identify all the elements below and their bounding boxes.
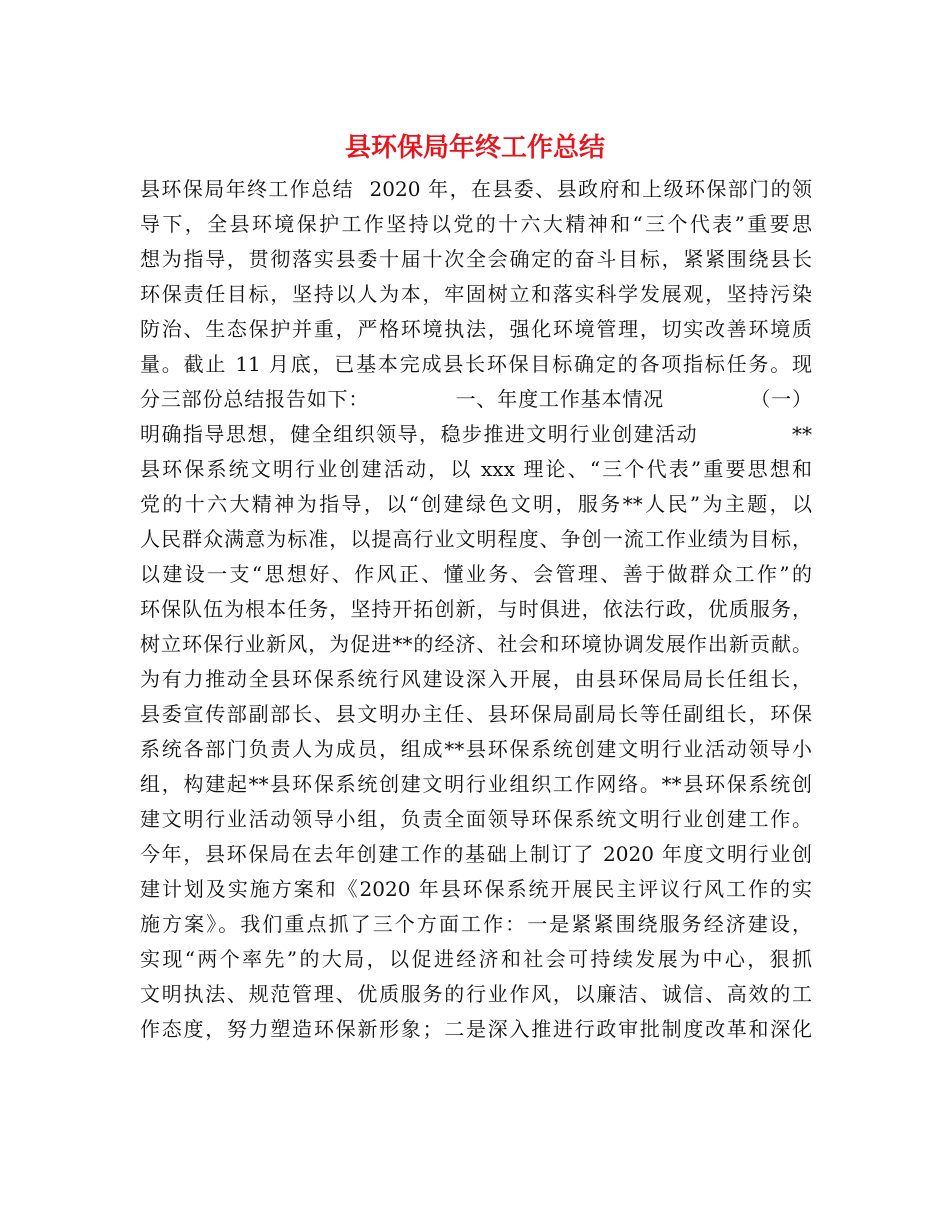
body-line: 防治、生态保护并重，严格环境执法，强化环境管理，切实改善环境质 (140, 317, 812, 341)
body-line: 实现“两个率先”的大局，以促进经济和社会可持续发展为中心，狠抓 (140, 947, 812, 971)
body-line: 环保队伍为根本任务，坚持开拓创新，与时俱进，依法行政，优质服务， (140, 597, 812, 621)
body-line: 建文明行业活动领导小组，负责全面领导环保系统文明行业创建工作。 (140, 807, 812, 831)
body-line: 分三部份总结报告如下： 一、年度工作基本情况 （一） (140, 387, 812, 411)
body-line: 树立环保行业新风，为促进**的经济、社会和环境协调发展作出新贡献。 (140, 632, 812, 656)
body-line: 明确指导思想，健全组织领导，稳步推进文明行业创建活动 ** (140, 422, 812, 446)
body-line: 以建设一支“思想好、作风正、懂业务、会管理、善于做群众工作”的 (140, 562, 812, 586)
body-line: 系统各部门负责人为成员，组成**县环保系统创建文明行业活动领导小 (140, 737, 812, 761)
body-line: 县环保系统文明行业创建活动，以 xxx 理论、“三个代表”重要思想和 (140, 457, 812, 481)
body-line: 县环保局年终工作总结 2020 年，在县委、县政府和上级环保部门的领 (140, 177, 812, 201)
body-line: 施方案》。我们重点抓了三个方面工作：一是紧紧围绕服务经济建设， (140, 912, 812, 936)
body-line: 想为指导，贯彻落实县委十届十次全会确定的奋斗目标，紧紧围绕县长 (140, 247, 812, 271)
body-line: 为有力推动全县环保系统行风建设深入开展，由县环保局局长任组长， (140, 667, 812, 691)
body-line: 党的十六大精神为指导，以“创建绿色文明，服务**人民”为主题，以 (140, 492, 812, 516)
body-line: 今年，县环保局在去年创建工作的基础上制订了 2020 年度文明行业创 (140, 842, 812, 866)
body-line: 环保责任目标，坚持以人为本，牢固树立和落实科学发展观，坚持污染 (140, 282, 812, 306)
document-body (140, 172, 812, 1047)
body-line: 作态度，努力塑造环保新形象；二是深入推进行政审批制度改革和深化 (140, 1017, 812, 1041)
body-line: 县委宣传部副部长、县文明办主任、县环保局副局长等任副组长，环保 (140, 702, 812, 726)
body-line: 建计划及实施方案和《2020 年县环保系统开展民主评议行风工作的实 (140, 877, 812, 901)
body-line: 文明执法、规范管理、优质服务的行业作风，以廉洁、诚信、高效的工 (140, 982, 812, 1006)
body-line: 组，构建起**县环保系统创建文明行业组织工作网络。**县环保系统创 (140, 772, 812, 796)
body-line: 人民群众满意为标准，以提高行业文明程度、争创一流工作业绩为目标， (140, 527, 812, 551)
body-line: 导下，全县环境保护工作坚持以党的十六大精神和“三个代表”重要思 (140, 212, 812, 236)
body-line: 量。截止 11 月底，已基本完成县长环保目标确定的各项指标任务。现 (140, 352, 812, 376)
document-title: 县环保局年终工作总结 (344, 133, 605, 163)
